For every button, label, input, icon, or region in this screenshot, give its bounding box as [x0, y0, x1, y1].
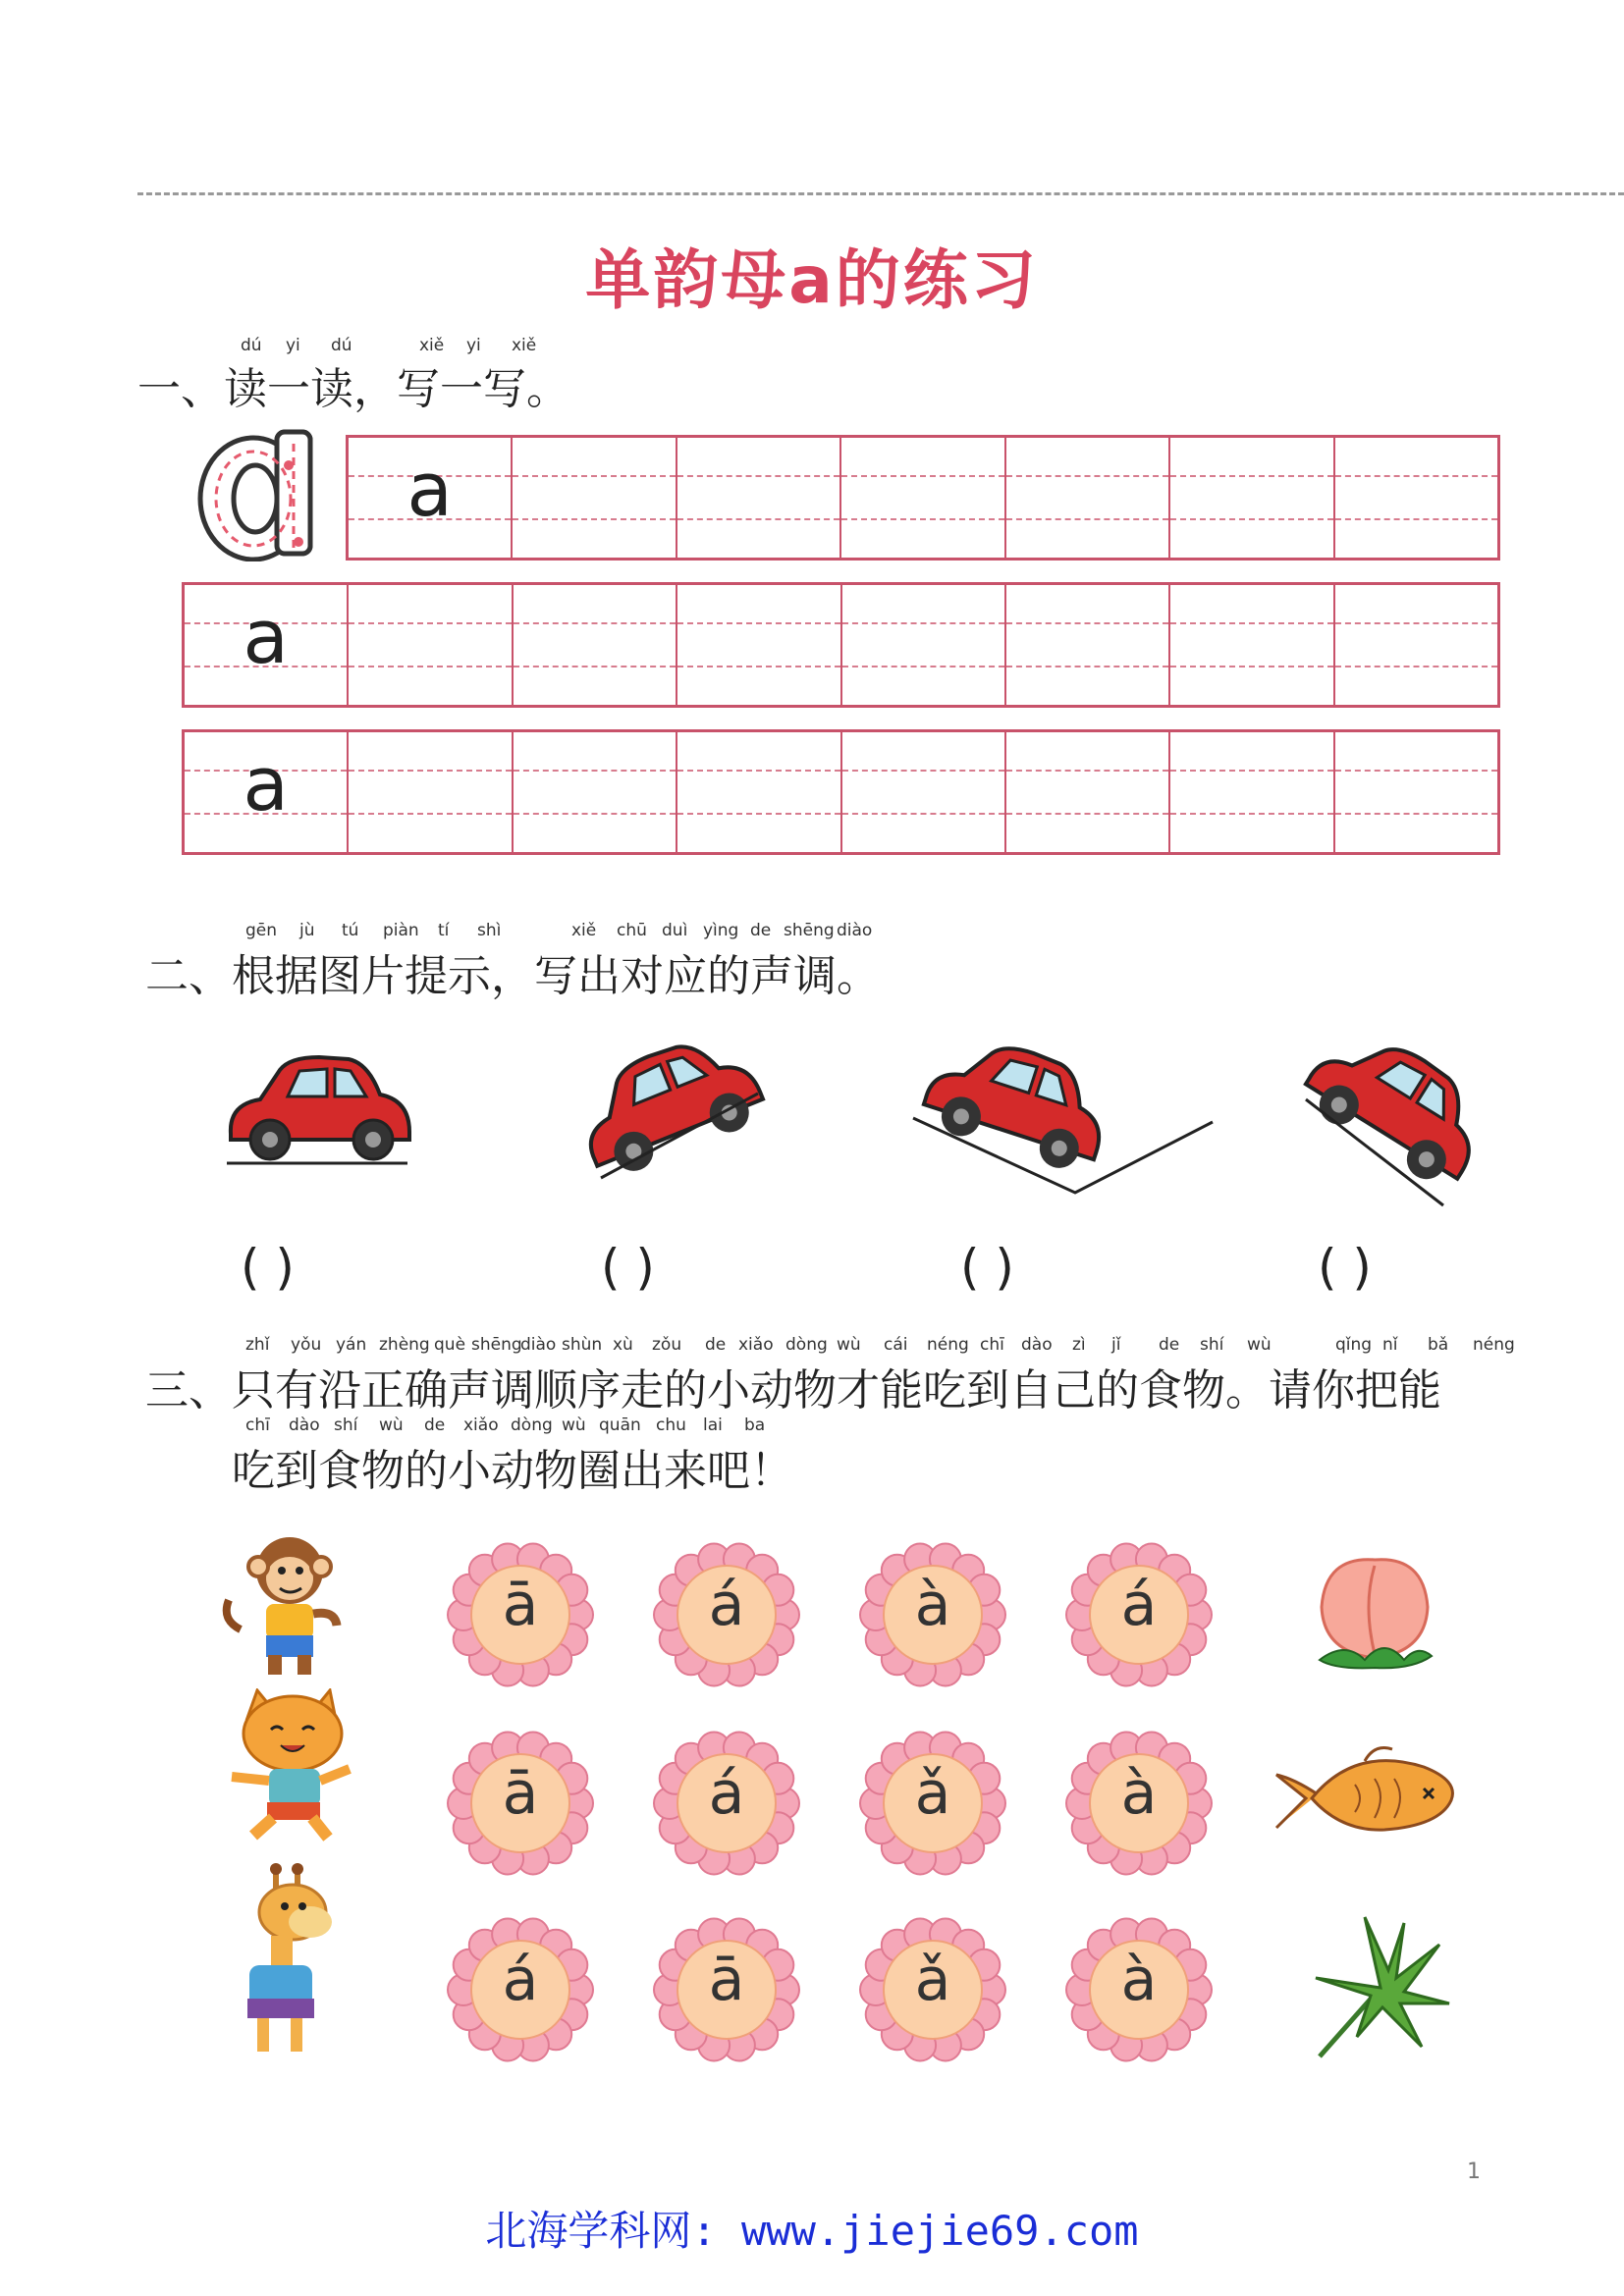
giraffe-image[interactable] [224, 1863, 352, 2059]
fish-image[interactable] [1267, 1739, 1463, 1857]
pinyin-syllable: shí [1200, 1335, 1224, 1355]
tone-flower[interactable] [447, 1541, 594, 1688]
writing-cell[interactable] [677, 585, 841, 705]
tone-flower[interactable] [1065, 1916, 1213, 2063]
section2-heading: 二、根据图片提示，写出对应的声调。 [145, 951, 880, 1001]
tone-flower[interactable] [859, 1916, 1006, 2063]
pinyin-syllable: shēng [471, 1335, 522, 1355]
tone-flower[interactable] [859, 1730, 1006, 1877]
writing-cell[interactable] [1006, 438, 1170, 558]
pinyin-syllable: dào [289, 1415, 320, 1435]
pinyin-syllable: yǒu [291, 1335, 322, 1355]
model-letter: a [243, 593, 289, 680]
writing-grid-row-1 [346, 435, 1500, 561]
pinyin-syllable: wù [837, 1335, 861, 1355]
writing-cell[interactable] [1335, 585, 1497, 705]
car-dip-image [908, 1036, 1218, 1202]
writing-cell[interactable] [677, 438, 841, 558]
letter-a-stroke-guide [196, 424, 324, 561]
tone-label: ǎ [914, 1759, 951, 1828]
tone-flower[interactable] [859, 1541, 1006, 1688]
pinyin-syllable: yi [466, 336, 481, 355]
pinyin-syllable: wù [379, 1415, 404, 1435]
page-number: 1 [1467, 2160, 1481, 2184]
tone-flower[interactable] [653, 1730, 800, 1877]
tone-flower[interactable] [1065, 1541, 1213, 1688]
pinyin-syllable: jù [299, 921, 315, 940]
writing-grid-row-3 [182, 729, 1500, 855]
tone-label: á [708, 1759, 745, 1828]
writing-cell[interactable] [677, 732, 841, 852]
pinyin-syllable: wù [1247, 1335, 1272, 1355]
peach-image[interactable] [1306, 1546, 1443, 1674]
tone-label: ā [708, 1946, 745, 2014]
tone-answer-blank-2[interactable]: ( ) [601, 1239, 655, 1296]
pinyin-syllable: xiǎo [738, 1335, 774, 1355]
pinyin-syllable: jǐ [1111, 1335, 1121, 1355]
tone-label: á [708, 1571, 745, 1639]
pinyin-syllable: duì [662, 921, 688, 940]
pinyin-syllable: yi [286, 336, 300, 355]
model-letter: a [243, 740, 289, 828]
pinyin-syllable: xiǎo [463, 1415, 499, 1435]
car-downhill-image [1296, 1031, 1492, 1212]
pinyin-syllable: de [1159, 1335, 1180, 1355]
tone-label: à [1120, 1946, 1158, 2014]
writing-cell[interactable] [1335, 732, 1497, 852]
pinyin-syllable: xiě [512, 336, 537, 355]
tone-flower[interactable] [653, 1541, 800, 1688]
writing-cell[interactable] [1170, 438, 1334, 558]
pinyin-syllable: diào [520, 1335, 557, 1355]
monkey-image[interactable] [221, 1531, 358, 1679]
writing-cell[interactable] [513, 438, 677, 558]
pinyin-syllable: shēng [784, 921, 835, 940]
section3-heading-line2: 吃到食物的小动物圈出来吧！ [232, 1446, 793, 1496]
writing-cell[interactable] [185, 585, 349, 705]
pinyin-syllable: shì [477, 921, 502, 940]
tone-answer-blank-1[interactable]: ( ) [241, 1239, 295, 1296]
tone-label: à [1120, 1759, 1158, 1828]
pinyin-syllable: piàn [383, 921, 419, 940]
writing-grid-row-2 [182, 582, 1500, 708]
pinyin-syllable: shùn [562, 1335, 603, 1355]
pinyin-syllable: de [424, 1415, 446, 1435]
pinyin-syllable: dòng [785, 1335, 828, 1355]
pinyin-syllable: yán [336, 1335, 367, 1355]
pinyin-syllable: wù [562, 1415, 586, 1435]
pinyin-syllable: yìng [703, 921, 739, 940]
writing-cell[interactable] [349, 438, 513, 558]
tone-label: ā [502, 1759, 539, 1828]
model-letter: a [406, 446, 453, 533]
page-title: 单韵母a的练习 [585, 242, 1039, 318]
tone-label: ā [502, 1571, 539, 1639]
tone-label: ǎ [914, 1946, 951, 2014]
pinyin-syllable: ba [744, 1415, 766, 1435]
pinyin-syllable: néng [1473, 1335, 1515, 1355]
pinyin-syllable: dào [1021, 1335, 1053, 1355]
pinyin-syllable: bǎ [1428, 1335, 1449, 1355]
pinyin-syllable: dú [241, 336, 262, 355]
section1-heading: 一、读一读，写一写。 [137, 364, 569, 414]
tone-flower[interactable] [447, 1916, 594, 2063]
tone-label: á [502, 1946, 539, 2014]
footer-watermark[interactable]: 北海学科网: www.jiejie69.com [485, 2207, 1139, 2255]
writing-cell[interactable] [514, 732, 677, 852]
pinyin-syllable: shí [334, 1415, 358, 1435]
writing-cell[interactable] [185, 732, 349, 852]
pinyin-syllable: dòng [511, 1415, 553, 1435]
writing-cell[interactable] [842, 732, 1006, 852]
leaf-image[interactable] [1306, 1909, 1453, 2066]
pinyin-syllable: zì [1072, 1335, 1086, 1355]
pinyin-syllable: què [434, 1335, 466, 1355]
pinyin-syllable: lai [703, 1415, 723, 1435]
writing-cell[interactable] [349, 732, 513, 852]
writing-cell[interactable] [841, 438, 1005, 558]
pinyin-syllable: néng [927, 1335, 969, 1355]
car-flat-image [221, 1045, 417, 1173]
pinyin-syllable: dú [331, 336, 352, 355]
pinyin-syllable: de [750, 921, 772, 940]
top-divider [137, 192, 1624, 195]
tone-flower[interactable] [447, 1730, 594, 1877]
writing-cell[interactable] [1006, 585, 1170, 705]
pinyin-syllable: zhèng [379, 1335, 430, 1355]
pinyin-syllable: cái [884, 1335, 908, 1355]
pinyin-syllable: xiě [419, 336, 445, 355]
pinyin-syllable: chī [245, 1415, 270, 1435]
pinyin-syllable: nǐ [1382, 1335, 1398, 1355]
pinyin-syllable: tú [342, 921, 359, 940]
pinyin-syllable: xù [613, 1335, 633, 1355]
pinyin-syllable: diào [837, 921, 873, 940]
tone-label: á [1120, 1571, 1158, 1639]
writing-cell[interactable] [1170, 585, 1334, 705]
pinyin-syllable: qǐng [1335, 1335, 1373, 1355]
cat-image[interactable] [218, 1688, 365, 1845]
writing-cell[interactable] [1006, 732, 1170, 852]
writing-cell[interactable] [1170, 732, 1334, 852]
section3-heading-line1: 三、只有沿正确声调顺序走的小动物才能吃到自己的食物。请你把能 [145, 1365, 1441, 1415]
writing-cell[interactable] [514, 585, 677, 705]
pinyin-syllable: xiě [571, 921, 597, 940]
tone-flower[interactable] [1065, 1730, 1213, 1877]
tone-answer-blank-4[interactable]: ( ) [1318, 1239, 1372, 1296]
writing-cell[interactable] [1335, 438, 1497, 558]
tone-answer-blank-3[interactable]: ( ) [960, 1239, 1014, 1296]
pinyin-syllable: chu [656, 1415, 686, 1435]
writing-cell[interactable] [842, 585, 1006, 705]
car-uphill-image [571, 1031, 768, 1188]
pinyin-syllable: zǒu [652, 1335, 682, 1355]
pinyin-syllable: quān [599, 1415, 641, 1435]
pinyin-syllable: de [705, 1335, 727, 1355]
pinyin-syllable: zhǐ [245, 1335, 270, 1355]
pinyin-syllable: gēn [245, 921, 278, 940]
pinyin-syllable: chī [980, 1335, 1004, 1355]
tone-flower[interactable] [653, 1916, 800, 2063]
tone-label: à [914, 1571, 951, 1639]
pinyin-syllable: tí [438, 921, 450, 940]
pinyin-syllable: chū [617, 921, 647, 940]
writing-cell[interactable] [349, 585, 513, 705]
